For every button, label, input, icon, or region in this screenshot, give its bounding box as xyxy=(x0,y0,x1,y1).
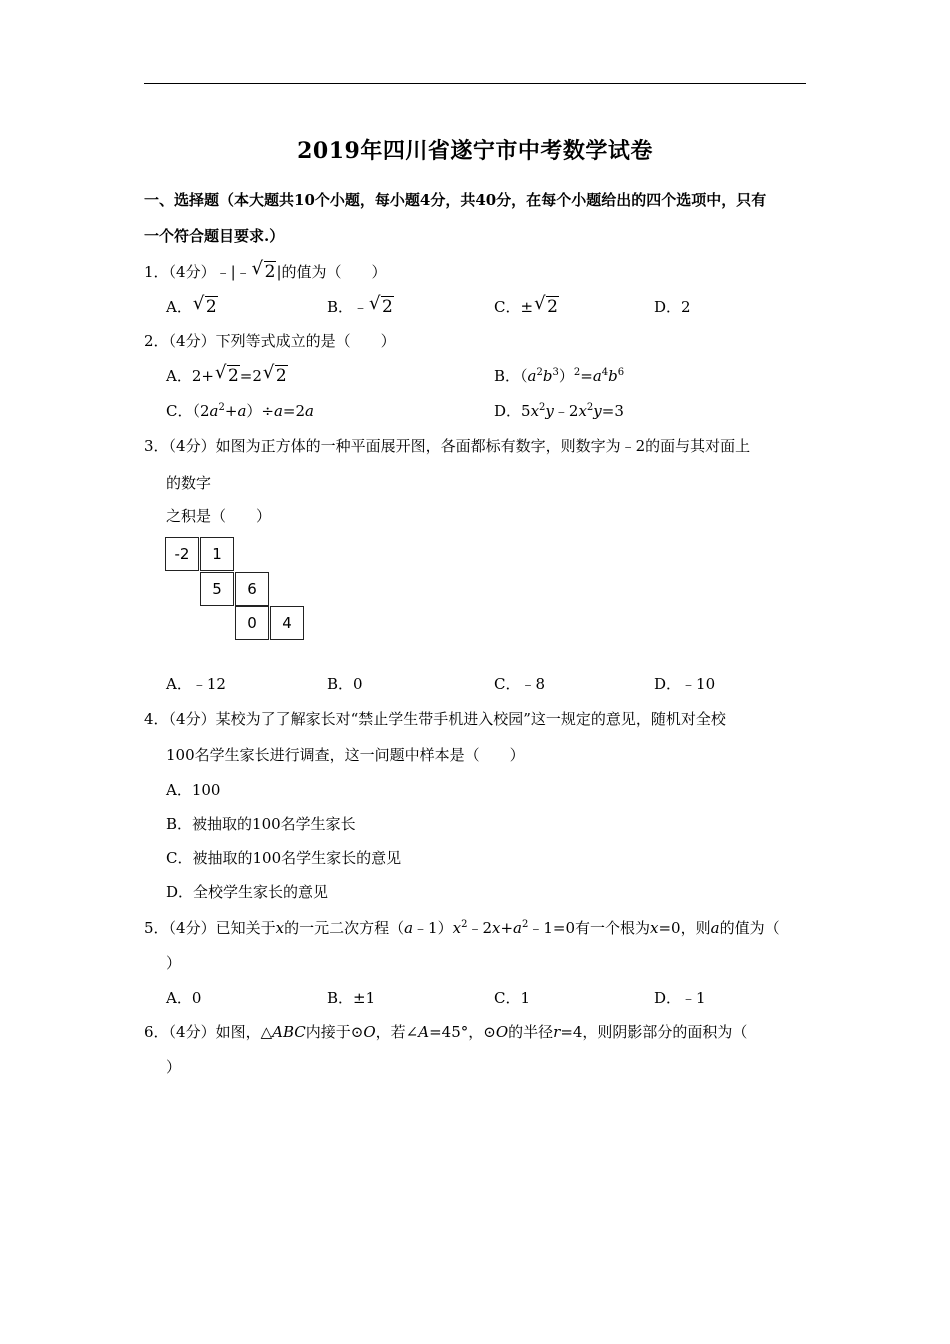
q4-option-b[interactable]: B．被抽取的100名学生家长 xyxy=(166,815,356,833)
question-5-close-paren: ） xyxy=(166,954,182,972)
net-cell: 0 xyxy=(235,606,269,640)
q2-option-c[interactable]: C．$(2a^2+a)\div a=2a$ xyxy=(166,402,314,420)
question-2-stem: 2．（4分）下列等式成立的是（ ） xyxy=(144,332,396,350)
question-3-stem: 3．（4分）如图为正方体的一种平面展开图，各面都标有数字，则数字为﹣2的面与其对面上 xyxy=(144,437,751,455)
q1-option-a[interactable]: A． √ 2 xyxy=(166,293,217,317)
question-4-stem-line2: 100名学生家长进行调查，这一问题中样本是（ ） xyxy=(166,746,525,764)
q1-option-c[interactable]: C．± √ 2 xyxy=(494,293,558,317)
q1-option-b[interactable]: B．﹣ √ 2 xyxy=(327,293,393,317)
q3-option-a[interactable]: A．﹣12 xyxy=(166,675,226,693)
question-6-close-paren: ） xyxy=(166,1058,182,1076)
q3-option-b[interactable]: B．0 xyxy=(327,675,363,693)
q4-option-d[interactable]: D．全校学生家长的意见 xyxy=(166,883,329,901)
question-5-stem: 5．（4分）已知关于x的一元二次方程$(a﹣1)x^2﹣2x+a^2﹣1=0$有一个根为x=0，则a的值为（ xyxy=(144,919,780,937)
q5-option-b[interactable]: B．±1 xyxy=(327,989,376,1007)
net-cell: 6 xyxy=(235,572,269,606)
q1-option-d[interactable]: D．2 xyxy=(654,298,691,316)
top-rule xyxy=(144,83,806,84)
net-cell: 1 xyxy=(200,537,234,571)
question-6-stem: 6．（4分）如图，△ABC内接于⊙O，若∠A=45°，⊙O的半径r=4，则阴影部分的面积为（ xyxy=(144,1023,748,1041)
q5-option-c[interactable]: C．1 xyxy=(494,989,531,1007)
q5-option-a[interactable]: A．0 xyxy=(166,989,202,1007)
q2-option-a[interactable]: A．2+ √ 2=2 √ 2 xyxy=(166,362,287,386)
q2-option-d[interactable]: D．$5x^2y﹣2x^2y=3$ xyxy=(494,402,624,420)
q3-option-d[interactable]: D．﹣10 xyxy=(654,675,716,693)
q4-option-c[interactable]: C．被抽取的100名学生家长的意见 xyxy=(166,849,402,867)
question-1-stem: 1．（4分）﹣|﹣ √ 2|的值为（ ） xyxy=(144,258,387,282)
page-title: 2019年四川省遂宁市中考数学试卷 xyxy=(297,138,653,164)
question-4-stem: 4．（4分）某校为了了解家长对“禁止学生带手机进入校园”这一规定的意见，随机对全校 xyxy=(144,710,726,728)
question-3-stem-line2: 的数字 xyxy=(166,474,212,492)
q4-option-a[interactable]: A．100 xyxy=(166,781,221,799)
q3-option-c[interactable]: C．﹣8 xyxy=(494,675,546,693)
section-heading-line2: 一个符合题目要求.） xyxy=(144,227,285,245)
sqrt-symbol: √ 2 xyxy=(251,258,276,282)
q2-option-b[interactable]: B．$(a^2b^3)^2=a^4b^6$ xyxy=(494,367,625,385)
question-3-stem-line3: 之积是（ ） xyxy=(166,507,272,525)
net-cell: -2 xyxy=(165,537,199,571)
q5-option-d[interactable]: D．﹣1 xyxy=(654,989,706,1007)
section-heading-line1: 一、选择题（本大题共10个小题，每小题4分，共40分，在每个小题给出的四个选项中，只有 xyxy=(144,191,767,209)
net-cell: 4 xyxy=(270,606,304,640)
net-cell: 5 xyxy=(200,572,234,606)
